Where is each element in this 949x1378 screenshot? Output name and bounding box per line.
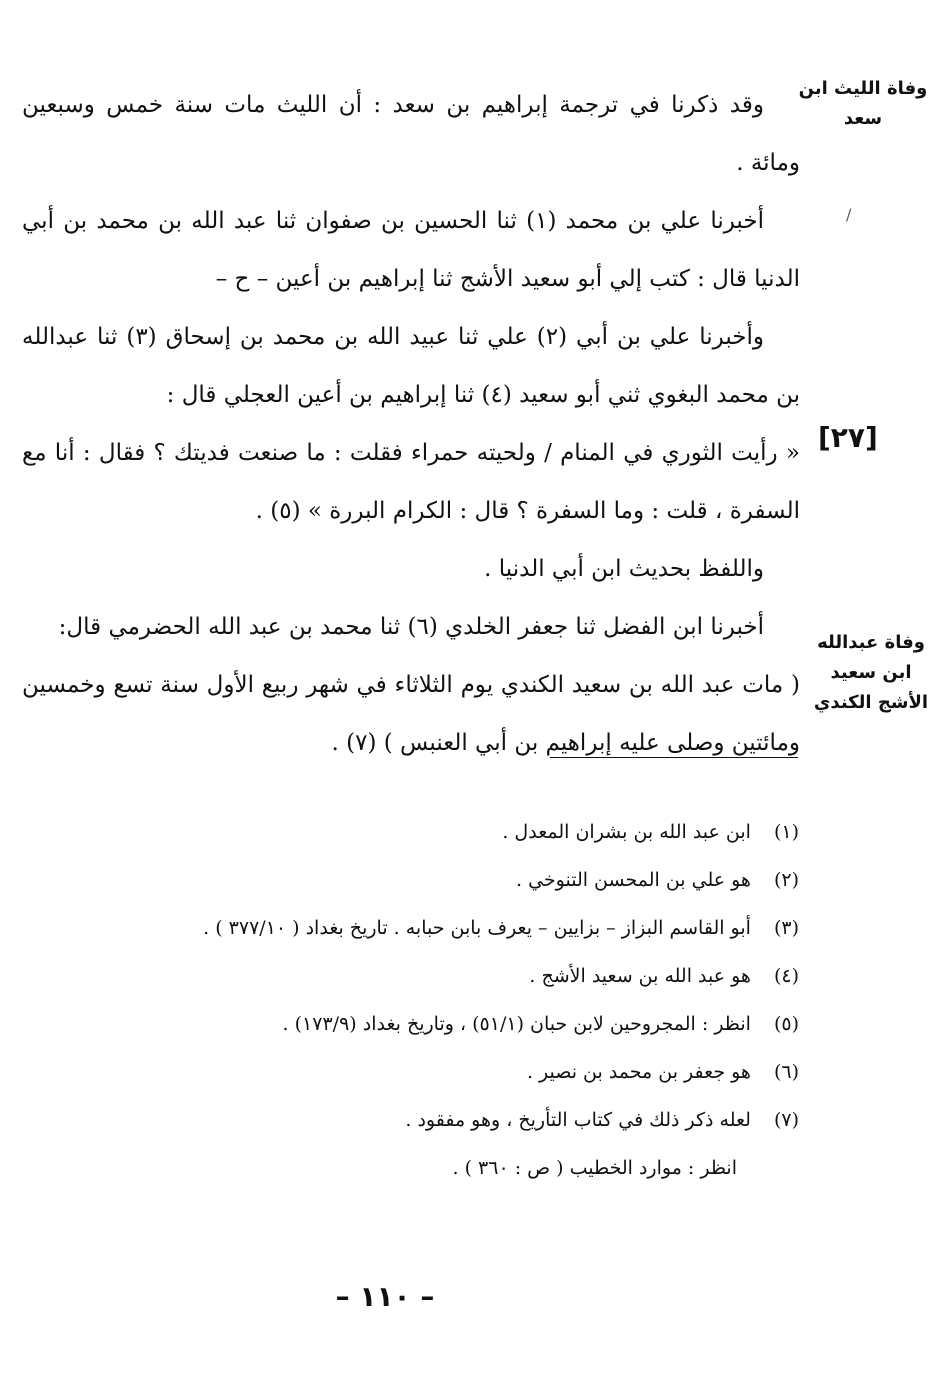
footnote-1	[99, 808, 799, 856]
paragraph-laith: وقد ذكرنا في ترجمة إبراهيم بن سعد : أن الليث مات سنة خمس وسبعين ومائة .	[22, 92, 800, 176]
footnote-7	[99, 1096, 799, 1144]
entry-number: [٢٧]	[818, 421, 878, 454]
footnote-text: انظر : المجروحين لابن حبان (٥١/١) ، وتاريخ بغداد (١٧٣/٩) .	[282, 1013, 751, 1035]
footnote-text: هو جعفر بن محمد بن نصير .	[526, 1061, 751, 1083]
paragraph-isnad-1: أخبرنا علي بن محمد (١) ثنا الحسين بن صفوان ثنا عبد الله بن محمد بن أبي الدنيا قال : كتب إلي أبو سعيد الأشج ثنا إبراهيم بن أعين – ح –	[22, 208, 800, 292]
footnote-number: (٥)	[773, 1013, 799, 1035]
footnote-6	[99, 1048, 799, 1096]
footnotes	[99, 808, 799, 1192]
footnote-2	[99, 856, 799, 904]
stray-mark: /	[846, 205, 852, 224]
footnote-text: هو علي بن المحسن التنوخي .	[516, 869, 751, 891]
footnote-5	[99, 1000, 799, 1048]
margin-note-abdullah-death: وفاة عبدالله ابن سعيد الأشج الكندي	[813, 632, 929, 713]
footnote-text: ابن عبد الله بن بشران المعدل .	[502, 821, 751, 843]
footnote-number: (٦)	[773, 1061, 799, 1083]
paragraph-wording-note: واللفظ بحديث ابن أبي الدنيا .	[484, 556, 764, 582]
paragraph-dream-narration: « رأيت الثوري في المنام / ولحيته حمراء فقلت : ما صنعت فديتك ؟ فقال : أنا مع السفرة ، قلت : وما السفرة ؟ قال : الكرام البررة » (٥) .	[22, 440, 800, 524]
footnote-text: أبو القاسم البزاز – بزايين – يعرف بابن حبابه . تاريخ بغداد ( ٣٧٧/١٠ ) .	[203, 917, 751, 939]
footnote-number: (٧)	[773, 1109, 799, 1131]
footnote-4	[99, 952, 799, 1000]
footnote-3	[99, 904, 799, 952]
footnote-7-continuation: انظر : موارد الخطيب ( ص : ٣٦٠ ) .	[452, 1157, 737, 1179]
paragraph-isnad-2: وأخبرنا علي بن أبي (٢) علي ثنا عبيد الله بن محمد بن إسحاق (٣) ثنا عبدالله بن محمد البغوي ثني أبو سعيد (٤) ثنا إبراهيم بن أعين العجلي قال :	[22, 324, 800, 408]
footnote-number: (٤)	[773, 965, 799, 987]
page-number: – ١١٠ –	[335, 1280, 435, 1313]
paragraph-isnad-3: أخبرنا ابن الفضل ثنا جعفر الخلدي (٦) ثنا محمد بن عبد الله الحضرمي قال:	[58, 614, 764, 640]
footnote-separator	[550, 757, 798, 758]
main-text	[22, 76, 800, 772]
margin-note-laith-death: وفاة الليث ابن سعد	[798, 78, 928, 129]
footnote-text: هو عبد الله بن سعيد الأشج .	[529, 965, 751, 987]
footnote-text: لعله ذكر ذلك في كتاب التأريخ ، وهو مفقود .	[405, 1109, 751, 1131]
paragraph-death-report: ( مات عبد الله بن سعيد الكندي يوم الثلاثاء في شهر ربيع الأول سنة تسع وخمسين ومائتين وصلى عليه إبراهيم بن أبي العنبس ) (٧) .	[22, 672, 800, 756]
footnote-number: (٢)	[773, 869, 799, 891]
footnote-number: (١)	[773, 821, 799, 843]
footnote-number: (٣)	[773, 917, 799, 939]
